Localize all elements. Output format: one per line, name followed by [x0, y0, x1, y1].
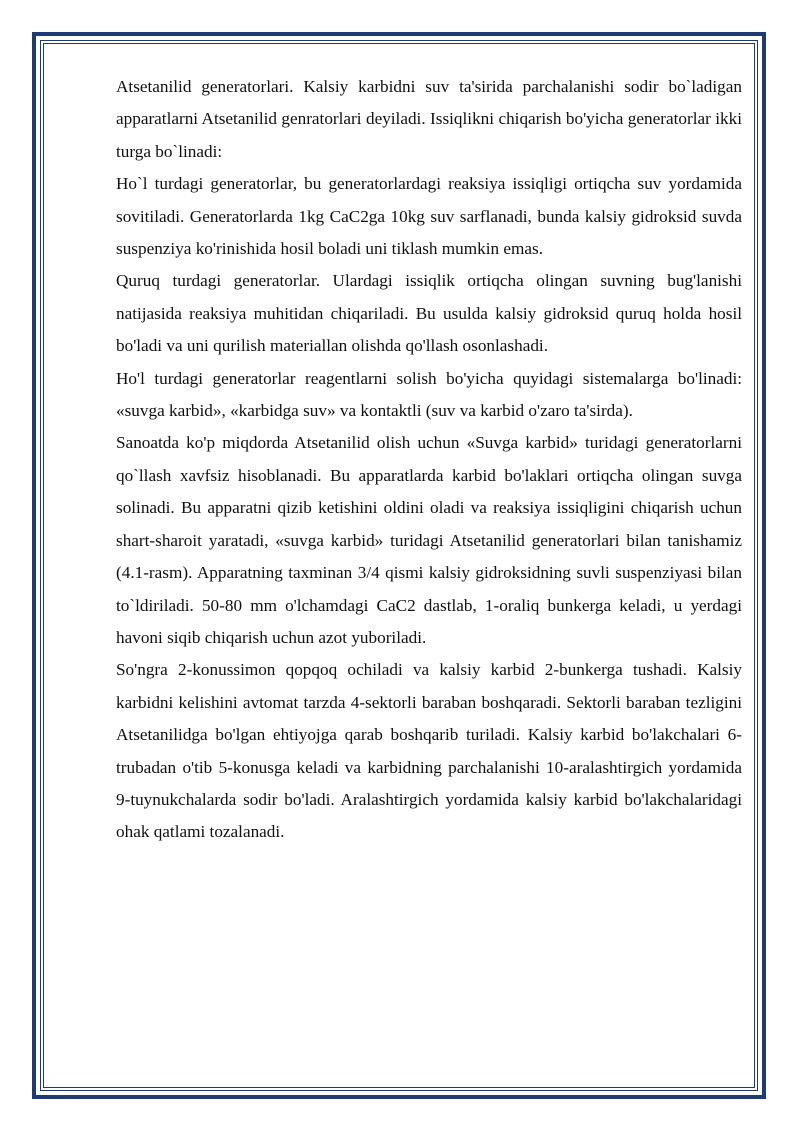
- paragraph: Quruq turdagi generatorlar. Ulardagi issiqlik ortiqcha olingan suvning bug'lanishi natijasida reaksiya muhitidan chiqariladi. Bu usulda kalsiy gidroksid quruq holda hosil bo'ladi va uni qurilish materiallan olishda qo'llash osonlashadi.: [116, 271, 742, 356]
- paragraph: Atsetanilid generatorlari. Kalsiy karbidni suv ta'sirida parchalanishi sodir bo`ladigan apparatlarni Atsetanilid genratorlari deyiladi. Issiqlikni chiqarish bo'yicha generatorlar ikki turga bo`linadi:: [116, 77, 742, 161]
- paragraph: Sanoatda ko'p miqdorda Atsetanilid olish uchun «Suvga karbid» turidagi generatorlarni qo`llash xavfsiz hisoblanadi. Bu apparatlarda karbid bo'laklari ortiqcha olingan suvga solinadi. Bu apparatni qizib ketishini oldini oladi va reaksiya issiqligini chiqarish uchun shart-sharoit yaratadi, «suvga karbid» turidagi Atsetanilid generatorlari bilan tanishamiz (4.1-rasm). Apparatning taxminan 3/4 qismi kalsiy gidroksidning suvli suspenziyasi bilan to`ldiriladi. 50-80 mm o'lchamdagi CaC2 dastlab, 1-oraliq bunkerga keladi, u yerdagi havoni siqib chiqarish uchun azot yuboriladi.: [116, 433, 742, 647]
- paragraph: Ho`l turdagi generatorlar, bu generatorlardagi reaksiya issiqligi ortiqcha suv yordamida sovitiladi. Generatorlarda 1kg CaC2ga 10kg suv sarflanadi, bunda kalsiy gidroksid suvda suspenziya ko'rinishida hosil boladi uni tiklash mumkin emas.: [116, 174, 742, 259]
- paragraph: So'ngra 2-konussimon qopqoq ochiladi va kalsiy karbid 2-bunkerga tushadi. Kalsiy karbidni kelishini avtomat tarzda 4-sektorli baraban boshqaradi. Sektorli baraban tezligini Atsetanilidga bo'lgan ehtiyojga qarab boshqarib turiladi. Kalsiy karbid bo'lakchalari 6-trubadan o'tib 5-konusga keladi va karbidning parchalanishi 10-aralashtirgich yordamida 9-tuynukchalarda sodir bo'ladi. Aralashtirgich yordamida kalsiy karbid bo'lakchalaridagi ohak qatlami tozalanadi.: [116, 660, 742, 842]
- paragraph: Ho'l turdagi generatorlar reagentlarni solish bo'yicha quyidagi sistemalarga bo'linadi: «suvga karbid», «karbidga suv» va kontaktli (suv va karbid o'zaro ta'sirda).: [116, 368, 742, 421]
- document-body: [116, 71, 742, 849]
